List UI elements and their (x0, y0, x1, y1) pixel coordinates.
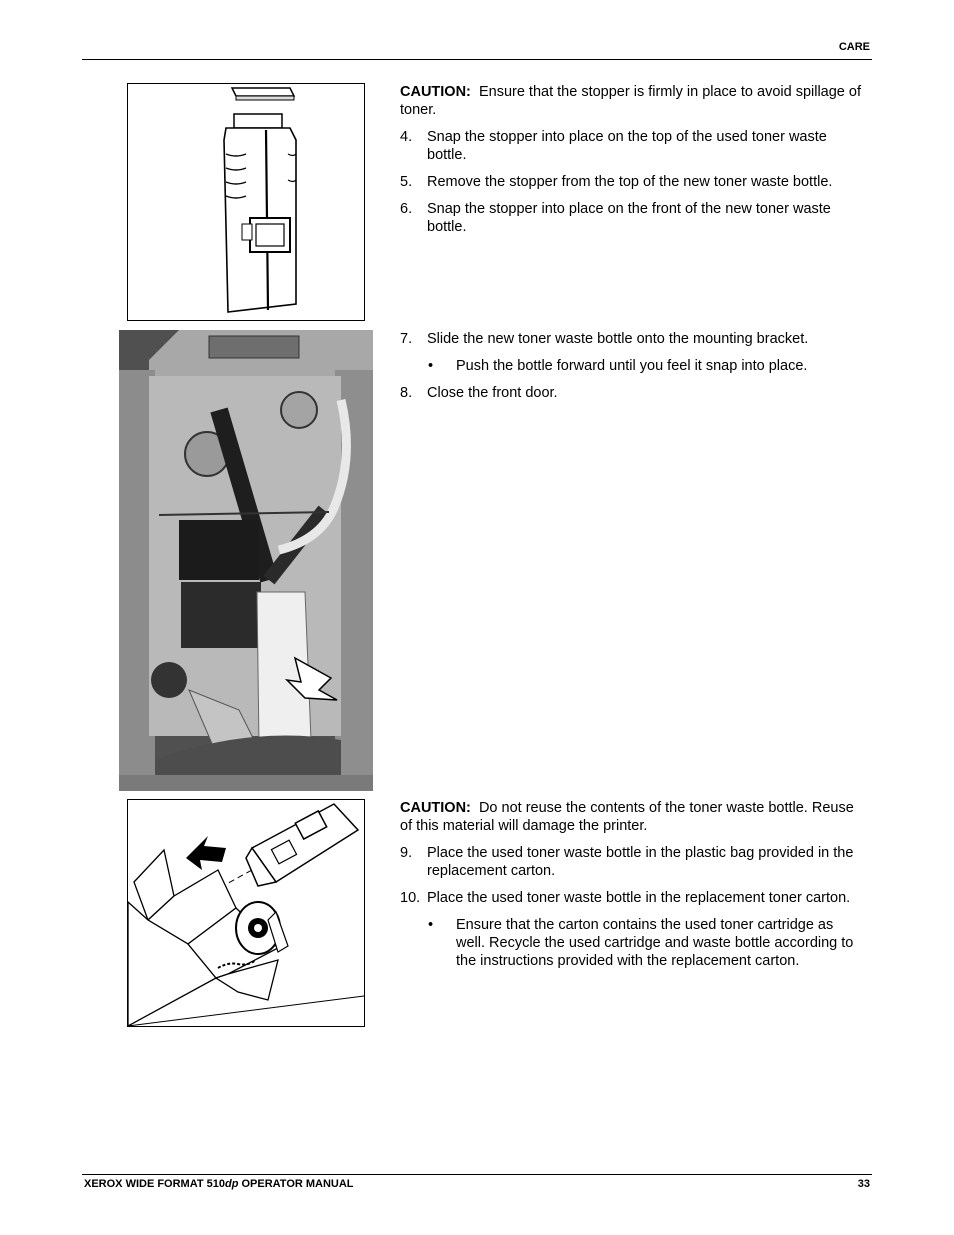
page-number: 33 (857, 1178, 870, 1190)
page-header (82, 41, 872, 60)
bullet-item (400, 916, 865, 970)
step-number: 9. (400, 845, 413, 861)
step-text: Snap the stopper into place on the front of the new toner waste bottle. (427, 201, 831, 235)
caution-2 (400, 799, 865, 835)
manual-title-prefix: XEROX WIDE FORMAT 510 (84, 1178, 225, 1190)
step-4 (400, 128, 865, 164)
bullet-text: Push the bottle forward until you feel it snap into place. (456, 358, 808, 374)
step-8 (400, 384, 865, 402)
bullet-item (400, 357, 865, 375)
caution-label: CAUTION: (400, 84, 471, 100)
step-number: 4. (400, 129, 413, 145)
printer-interior-photo (119, 330, 373, 791)
waste-bottle-stopper-figure (127, 83, 365, 321)
step-7 (400, 330, 865, 348)
caution-text: Do not reuse the contents of the toner waste bottle. Reuse of this material will damage the printer. (400, 800, 854, 834)
instructions-block-1 (400, 83, 865, 245)
caution-text: Ensure that the stopper is firmly in place to avoid spillage of toner. (400, 84, 861, 118)
bottle-into-carton-figure (127, 799, 365, 1027)
step-text: Remove the stopper from the top of the new toner waste bottle. (427, 174, 833, 190)
step-number: 7. (400, 331, 413, 347)
step-number: 5. (400, 174, 413, 190)
step-number: 8. (400, 385, 413, 401)
step-text: Slide the new toner waste bottle onto the mounting bracket. (427, 331, 809, 347)
page-footer (82, 1174, 872, 1190)
manual-model: dp (224, 1178, 239, 1190)
bullet-mark: • (428, 358, 434, 374)
section-title: CARE (838, 41, 870, 53)
manual-title-suffix: OPERATOR MANUAL (238, 1178, 354, 1190)
step-10 (400, 889, 865, 907)
step-5 (400, 173, 865, 191)
step-6 (400, 200, 865, 236)
step-number: 6. (400, 201, 413, 217)
bullet-text: Ensure that the carton contains the used toner cartridge as well. Recycle the used cartridge and waste bottle according to the instructions provided with the replacement carton. (456, 917, 854, 969)
caution-label: CAUTION: (400, 800, 471, 816)
manual-title (84, 1178, 354, 1190)
step-number: 10. (400, 890, 421, 906)
step-9 (400, 844, 865, 880)
caution-1 (400, 83, 865, 119)
instructions-block-3 (400, 799, 865, 979)
step-text: Place the used toner waste bottle in the replacement toner carton. (427, 890, 851, 906)
bullet-mark: • (428, 917, 434, 933)
step-text: Close the front door. (427, 385, 558, 401)
step-text: Snap the stopper into place on the top of the used toner waste bottle. (427, 129, 827, 163)
step-text: Place the used toner waste bottle in the plastic bag provided in the replacement carton. (427, 845, 854, 879)
instructions-block-2 (400, 330, 865, 411)
